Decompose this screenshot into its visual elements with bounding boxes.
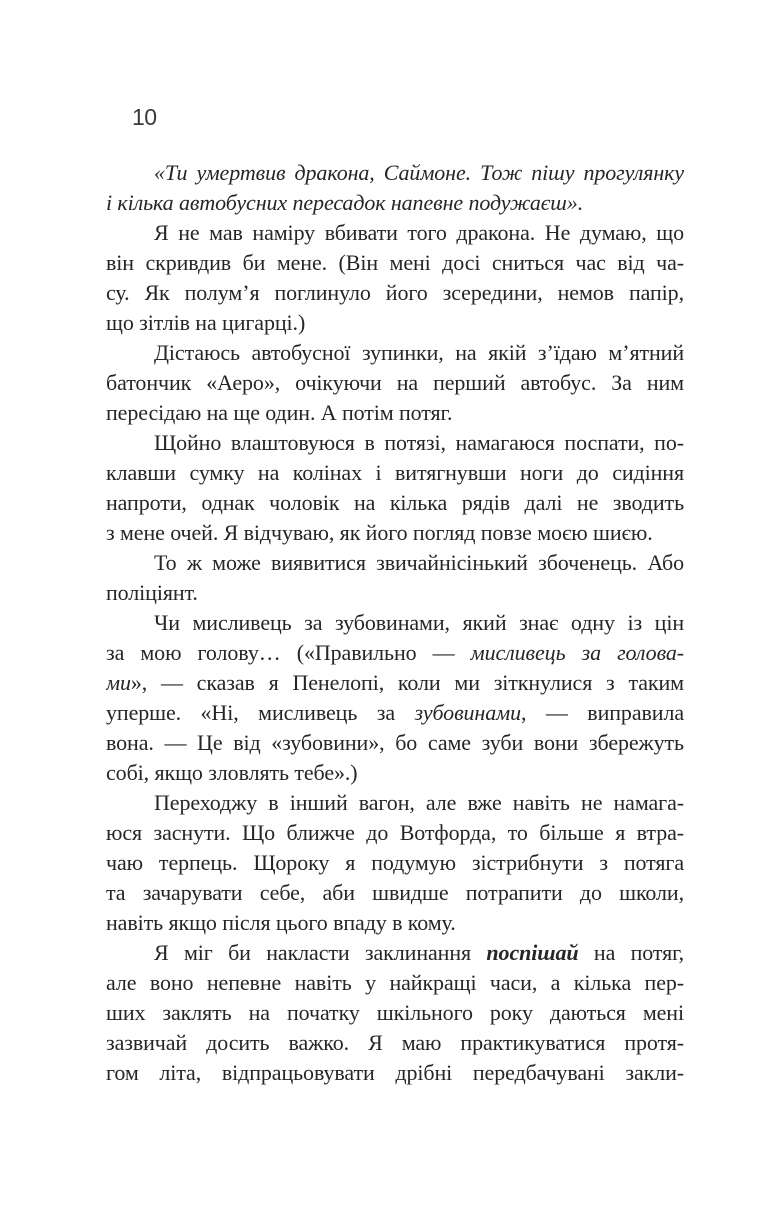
text-run: Переходжу в інший вагон, але вже навіть не намага- bbox=[154, 790, 684, 815]
text-line bbox=[106, 938, 684, 968]
text-run: але воно непевне навіть у найкращі часи, а кілька пер- bbox=[106, 970, 684, 995]
text-run: з мене очей. Я відчуваю, як його погляд повзе моєю шиєю. bbox=[106, 520, 653, 545]
text-line bbox=[106, 518, 684, 548]
paragraph bbox=[106, 938, 684, 1088]
text-line bbox=[106, 188, 684, 218]
text-line bbox=[106, 278, 684, 308]
text-line bbox=[106, 968, 684, 998]
paragraph bbox=[106, 428, 684, 548]
text-line bbox=[106, 368, 684, 398]
text-run: зазвичай досить важко. Я маю практикуватися протя- bbox=[106, 1030, 684, 1055]
text-run: вона. — Це від «зубовини», бо саме зуби вони збережуть bbox=[106, 730, 684, 755]
paragraph bbox=[106, 158, 684, 218]
text-line bbox=[106, 848, 684, 878]
text-line bbox=[106, 818, 684, 848]
text-line bbox=[106, 338, 684, 368]
text-run: навіть якщо після цього впаду в кому. bbox=[106, 910, 456, 935]
text-run: Чи мисливець за зубовинами, який знає одну із цін bbox=[154, 610, 684, 635]
text-run: на потяг, bbox=[578, 940, 684, 965]
text-run: за мою голову… («Правильно — bbox=[106, 640, 471, 665]
text-line bbox=[106, 248, 684, 278]
text-run: та зачарувати себе, аби швидше потрапити до школи, bbox=[106, 880, 684, 905]
text-run: клавши сумку на колінах і витягнувши ноги до сидіння bbox=[106, 460, 684, 485]
text-line bbox=[106, 908, 684, 938]
text-block bbox=[106, 158, 684, 1088]
emphasis-italic: зубовинами bbox=[414, 700, 521, 725]
text-line bbox=[106, 638, 684, 668]
text-line bbox=[106, 1058, 684, 1088]
text-run: То ж може виявитися звичайнісінький збоченець. Або bbox=[154, 550, 684, 575]
text-line bbox=[106, 308, 684, 338]
text-run: пересідаю на ще один. А потім потяг. bbox=[106, 400, 453, 425]
paragraph bbox=[106, 218, 684, 338]
text-run: поліціянт. bbox=[106, 580, 198, 605]
text-run: Я не мав наміру вбивати того дракона. Не думаю, що bbox=[154, 220, 684, 245]
text-line bbox=[106, 698, 684, 728]
paragraph bbox=[106, 608, 684, 788]
text-run: «Ти умертвив дракона, Саймоне. Тож пішу прогулянку bbox=[154, 160, 684, 185]
emphasis-bold-italic: поспішай bbox=[486, 940, 579, 965]
text-run: уперше. «Ні, мисливець за bbox=[106, 700, 415, 725]
paragraph bbox=[106, 788, 684, 938]
text-line bbox=[106, 728, 684, 758]
text-run: гом літа, відпрацьовувати дрібні передбачувані закли- bbox=[106, 1060, 684, 1085]
paragraph bbox=[106, 548, 684, 608]
text-line bbox=[106, 668, 684, 698]
text-run: », — сказав я Пенелопі, коли ми зіткнулися з таким bbox=[130, 670, 684, 695]
emphasis-italic: ми bbox=[106, 670, 131, 695]
text-run: ших заклять на початку шкільного року даються мені bbox=[106, 1000, 684, 1025]
text-run: чаю терпець. Щороку я подумую зістрибнути з потяга bbox=[106, 850, 684, 875]
text-run: су. Як полум’я поглинуло його зсередини, немов папір, bbox=[106, 280, 684, 305]
text-run: що зітлів на цигарці.) bbox=[106, 310, 306, 335]
text-line bbox=[106, 158, 684, 188]
text-run: , — виправила bbox=[521, 700, 684, 725]
paragraph bbox=[106, 338, 684, 428]
text-run: собі, якщо зловлять тебе».) bbox=[106, 760, 358, 785]
text-line bbox=[106, 998, 684, 1028]
text-run: і кілька автобусних пересадок напевне подужаєш». bbox=[106, 190, 584, 215]
text-line bbox=[106, 1028, 684, 1058]
text-line bbox=[106, 218, 684, 248]
text-line bbox=[106, 578, 684, 608]
text-run: напроти, однак чоловік на кілька рядів далі не зводить bbox=[106, 490, 684, 515]
text-line bbox=[106, 488, 684, 518]
text-line bbox=[106, 608, 684, 638]
text-line bbox=[106, 548, 684, 578]
text-run: Щойно влаштовуюся в потязі, намагаюся поспати, по- bbox=[154, 430, 684, 455]
text-line bbox=[106, 458, 684, 488]
text-line bbox=[106, 758, 684, 788]
text-run: він скривдив би мене. (Він мені досі сниться час від ча- bbox=[106, 250, 684, 275]
text-line bbox=[106, 788, 684, 818]
page-number: 10 bbox=[132, 104, 157, 130]
text-run: Я міг би накласти заклинання bbox=[154, 940, 487, 965]
text-line bbox=[106, 878, 684, 908]
text-run: Дістаюсь автобусної зупинки, на якій з’їдаю м’ятний bbox=[154, 340, 684, 365]
text-run: юся заснути. Що ближче до Вотфорда, то більше я втра- bbox=[106, 820, 684, 845]
text-line bbox=[106, 398, 684, 428]
text-line bbox=[106, 428, 684, 458]
emphasis-italic: мисливець за голова- bbox=[470, 640, 684, 665]
text-run: батончик «Аеро», очікуючи на перший автобус. За ним bbox=[106, 370, 684, 395]
